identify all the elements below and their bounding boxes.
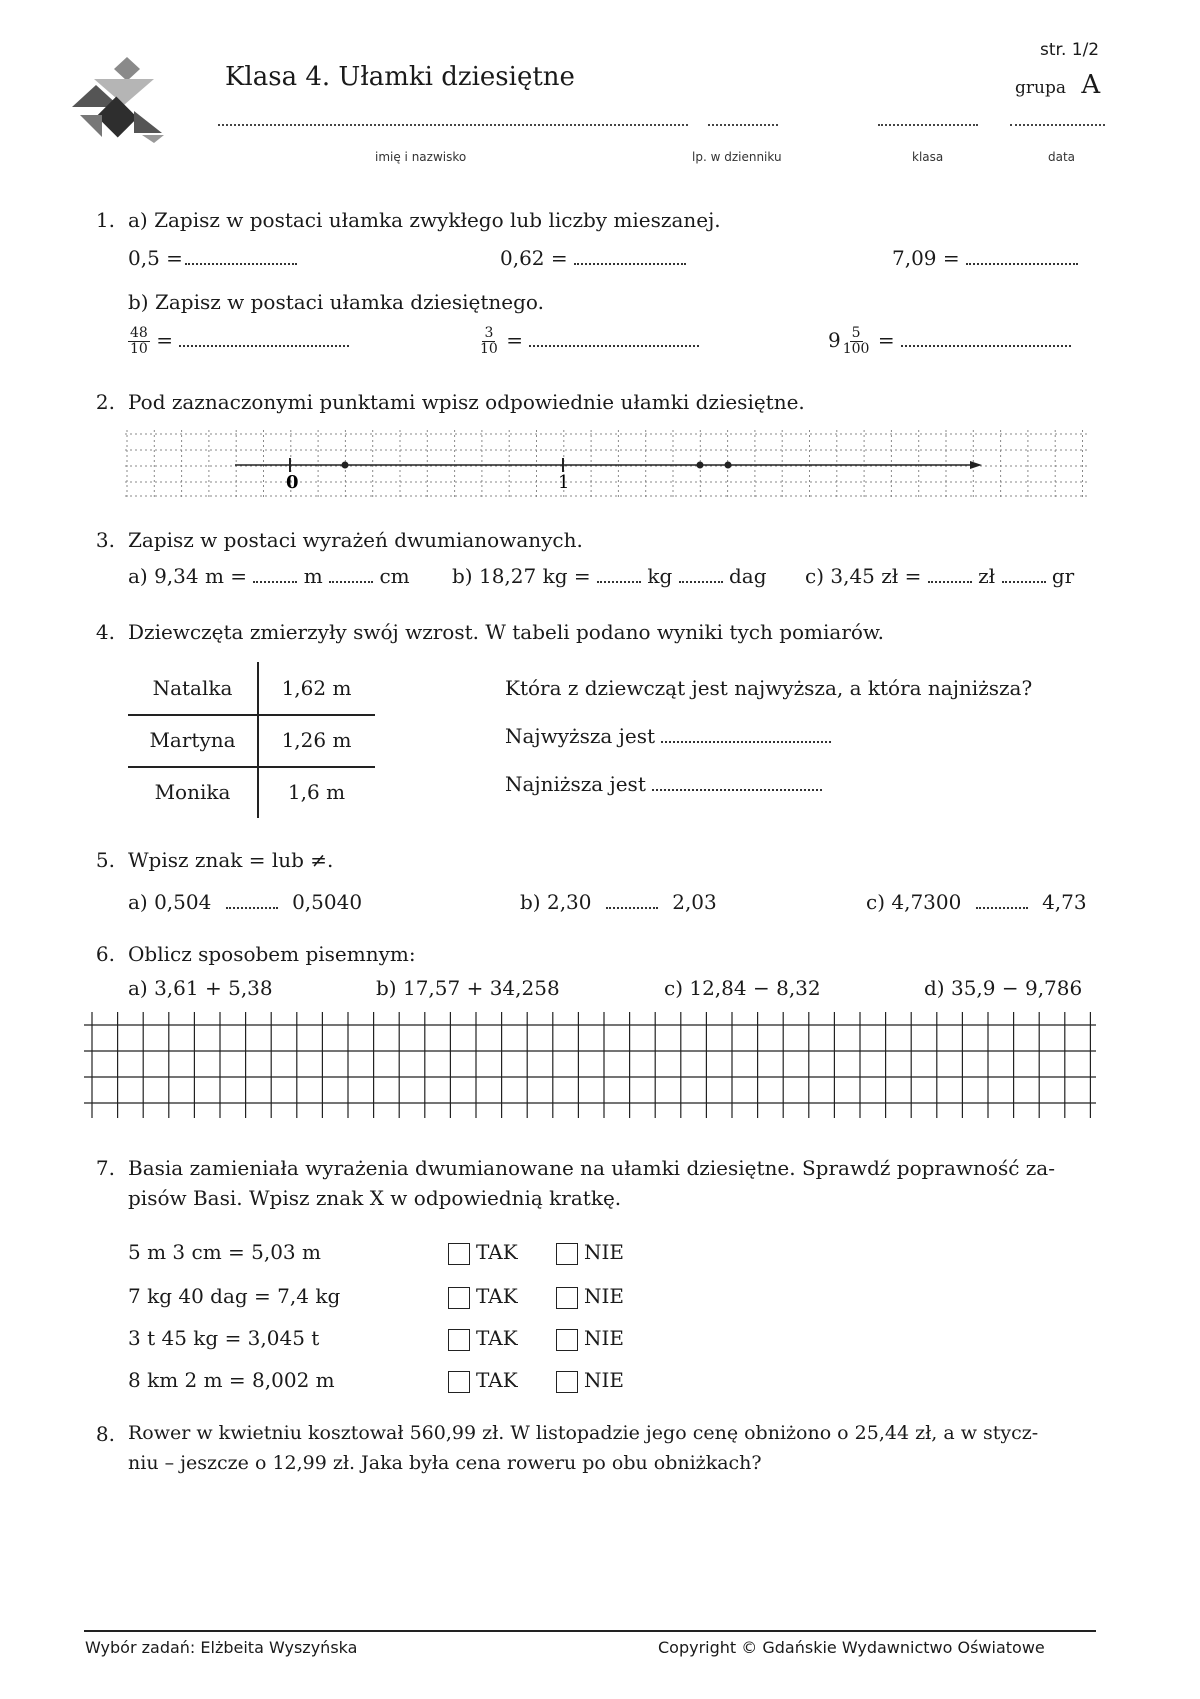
- table-cell-value: 1,62 m: [281, 676, 352, 700]
- answer-blank[interactable]: [529, 341, 699, 347]
- fraction: $\frac{48}{10}$: [130, 325, 148, 357]
- task3-a: a) 9,34 m = m cm: [128, 564, 410, 588]
- table-cell-value: 1,6 m: [287, 780, 346, 804]
- answer-blank[interactable]: [574, 259, 686, 265]
- task-number: 1.: [95, 208, 115, 232]
- class-field[interactable]: [878, 124, 978, 126]
- task-number: 2.: [95, 390, 115, 414]
- date-field[interactable]: [1010, 124, 1105, 126]
- no-checkbox[interactable]: [556, 1329, 578, 1351]
- group-letter: A: [1081, 70, 1101, 100]
- task7-no-option: NIE: [556, 1368, 624, 1393]
- task1-a-item: 0,5 =: [128, 246, 297, 270]
- number-line-grid: [125, 430, 1095, 500]
- task6-text: Oblicz sposobem pisemnym:: [128, 942, 416, 966]
- task7-row-expr: 3 t 45 kg = 3,045 t: [128, 1326, 320, 1350]
- task4-highest: Najwyższa jest: [505, 724, 831, 748]
- task1-b-item: $\frac{3}{10}$ =: [478, 326, 699, 357]
- page-title: Klasa 4. Ułamki dziesiętne: [225, 62, 575, 92]
- yes-checkbox[interactable]: [448, 1371, 470, 1393]
- task6-item: a) 3,61 + 5,38: [128, 976, 273, 1000]
- no-checkbox[interactable]: [556, 1243, 578, 1265]
- task7-row-expr: 8 km 2 m = 8,002 m: [128, 1368, 335, 1392]
- answer-blank[interactable]: [185, 259, 297, 265]
- task8-answer-area[interactable]: [128, 1490, 1088, 1620]
- answer-blank[interactable]: [597, 577, 641, 583]
- task5-item: c) 4,7300 4,73: [866, 890, 1087, 914]
- height-table: [128, 662, 375, 818]
- task6-item: d) 35,9 − 9,786: [924, 976, 1083, 1000]
- task1-a-item: 7,09 =: [892, 246, 1078, 270]
- task7-text-line1: Basia zamieniała wyrażenia dwumianowane na ułamki dziesiętne. Sprawdź poprawność za-: [128, 1156, 1055, 1180]
- answer-blank[interactable]: [253, 577, 297, 583]
- task1-b-item: 9 $\frac{5}{100}$ =: [828, 326, 1071, 357]
- answer-blank[interactable]: [928, 577, 972, 583]
- task7-yes-option: TAK: [448, 1326, 518, 1351]
- task2-text: Pod zaznaczonymi punktami wpisz odpowiednie ułamki dziesiętne.: [128, 390, 805, 414]
- group-label: grupa: [1015, 78, 1066, 98]
- answer-blank[interactable]: [179, 341, 349, 347]
- task7-no-option: NIE: [556, 1284, 624, 1309]
- task4-text: Dziewczęta zmierzyły swój wzrost. W tabeli podano wyniki tych pomiarów.: [128, 620, 885, 644]
- fraction: $\frac{5}{100}$: [842, 325, 870, 357]
- task-number: 3.: [95, 528, 115, 552]
- class-number-field[interactable]: [708, 124, 778, 126]
- number-line-point: [697, 462, 704, 469]
- answer-blank[interactable]: [661, 737, 831, 743]
- task-number: 7.: [95, 1156, 115, 1180]
- task7-row-expr: 5 m 3 cm = 5,03 m: [128, 1240, 321, 1264]
- task7-yes-option: TAK: [448, 1368, 518, 1393]
- number-line-label-1: 1: [558, 472, 570, 493]
- yes-checkbox[interactable]: [448, 1287, 470, 1309]
- task5-item: a) 0,504 0,5040: [128, 890, 363, 914]
- group-indicator: [1015, 70, 1100, 100]
- task1-a-item: 0,62 =: [500, 246, 686, 270]
- name-field[interactable]: [218, 124, 688, 126]
- number-line-point: [725, 462, 732, 469]
- page-number: str. 1/2: [1040, 40, 1100, 60]
- footer-copyright: Copyright © Gdańskie Wydawnictwo Oświatowe: [658, 1638, 1045, 1657]
- task6-item: c) 12,84 − 8,32: [664, 976, 821, 1000]
- task7-no-option: NIE: [556, 1240, 624, 1265]
- task4-question: Która z dziewcząt jest najwyższa, a która najniższa?: [505, 676, 1033, 700]
- footer-author: Wybór zadań: Elżbeita Wyszyńska: [85, 1638, 358, 1657]
- task-number: 4.: [95, 620, 115, 644]
- sign-blank[interactable]: [226, 903, 278, 909]
- publisher-logo: [72, 55, 172, 145]
- sign-blank[interactable]: [606, 903, 658, 909]
- sign-blank[interactable]: [976, 903, 1028, 909]
- task3-text: Zapisz w postaci wyrażeń dwumianowanych.: [128, 528, 583, 552]
- task7-row-expr: 7 kg 40 dag = 7,4 kg: [128, 1284, 341, 1308]
- task1-b-item: $\frac{48}{10}$ =: [128, 326, 349, 357]
- task1-a-text: a) Zapisz w postaci ułamka zwykłego lub liczby mieszanej.: [128, 208, 721, 232]
- fraction: $\frac{3}{10}$: [480, 325, 498, 357]
- date-field-label: data: [1048, 150, 1076, 164]
- yes-checkbox[interactable]: [448, 1243, 470, 1265]
- task8-text-line1: Rower w kwietniu kosztował 560,99 zł. W listopadzie jego cenę obniżono o 25,44 zł, a w stycz-: [128, 1422, 1039, 1444]
- task7-text-line2: pisów Basi. Wpisz znak X w odpowiednią kratkę.: [128, 1186, 622, 1210]
- no-checkbox[interactable]: [556, 1287, 578, 1309]
- yes-checkbox[interactable]: [448, 1329, 470, 1351]
- answer-blank[interactable]: [652, 785, 822, 791]
- answer-blank[interactable]: [679, 577, 723, 583]
- task1-b-text: b) Zapisz w postaci ułamka dziesiętnego.: [128, 290, 544, 314]
- table-cell-value: 1,26 m: [281, 728, 352, 752]
- name-field-label: imię i nazwisko: [375, 150, 467, 164]
- table-cell-name: Natalka: [152, 676, 233, 700]
- task3-b: b) 18,27 kg = kg dag: [452, 564, 767, 588]
- calculation-grid[interactable]: [84, 1010, 1096, 1130]
- task5-text: Wpisz znak = lub ≠.: [128, 848, 334, 872]
- task7-yes-option: TAK: [448, 1240, 518, 1265]
- answer-blank[interactable]: [329, 577, 373, 583]
- task8-text-line2: niu – jeszcze o 12,99 zł. Jaka była cena roweru po obu obniżkach?: [128, 1452, 762, 1474]
- class-field-label: klasa: [912, 150, 944, 164]
- task-number: 5.: [95, 848, 115, 872]
- task7-yes-option: TAK: [448, 1284, 518, 1309]
- task-number: 6.: [95, 942, 115, 966]
- answer-blank[interactable]: [901, 341, 1071, 347]
- task3-c: c) 3,45 zł = zł gr: [805, 564, 1075, 588]
- no-checkbox[interactable]: [556, 1371, 578, 1393]
- table-cell-name: Monika: [154, 780, 231, 804]
- task6-item: b) 17,57 + 34,258: [376, 976, 560, 1000]
- table-cell-name: Martyna: [149, 728, 236, 752]
- answer-blank[interactable]: [1002, 577, 1046, 583]
- task4-lowest: Najniższa jest: [505, 772, 822, 796]
- footer-rule: [84, 1630, 1096, 1632]
- number-line-label-0: 0: [286, 472, 299, 493]
- task5-item: b) 2,30 2,03: [520, 890, 717, 914]
- number-line-point: [342, 462, 349, 469]
- answer-blank[interactable]: [966, 259, 1078, 265]
- task7-no-option: NIE: [556, 1326, 624, 1351]
- task-number: 8.: [95, 1422, 115, 1446]
- class-number-field-label: lp. w dzienniku: [692, 150, 782, 164]
